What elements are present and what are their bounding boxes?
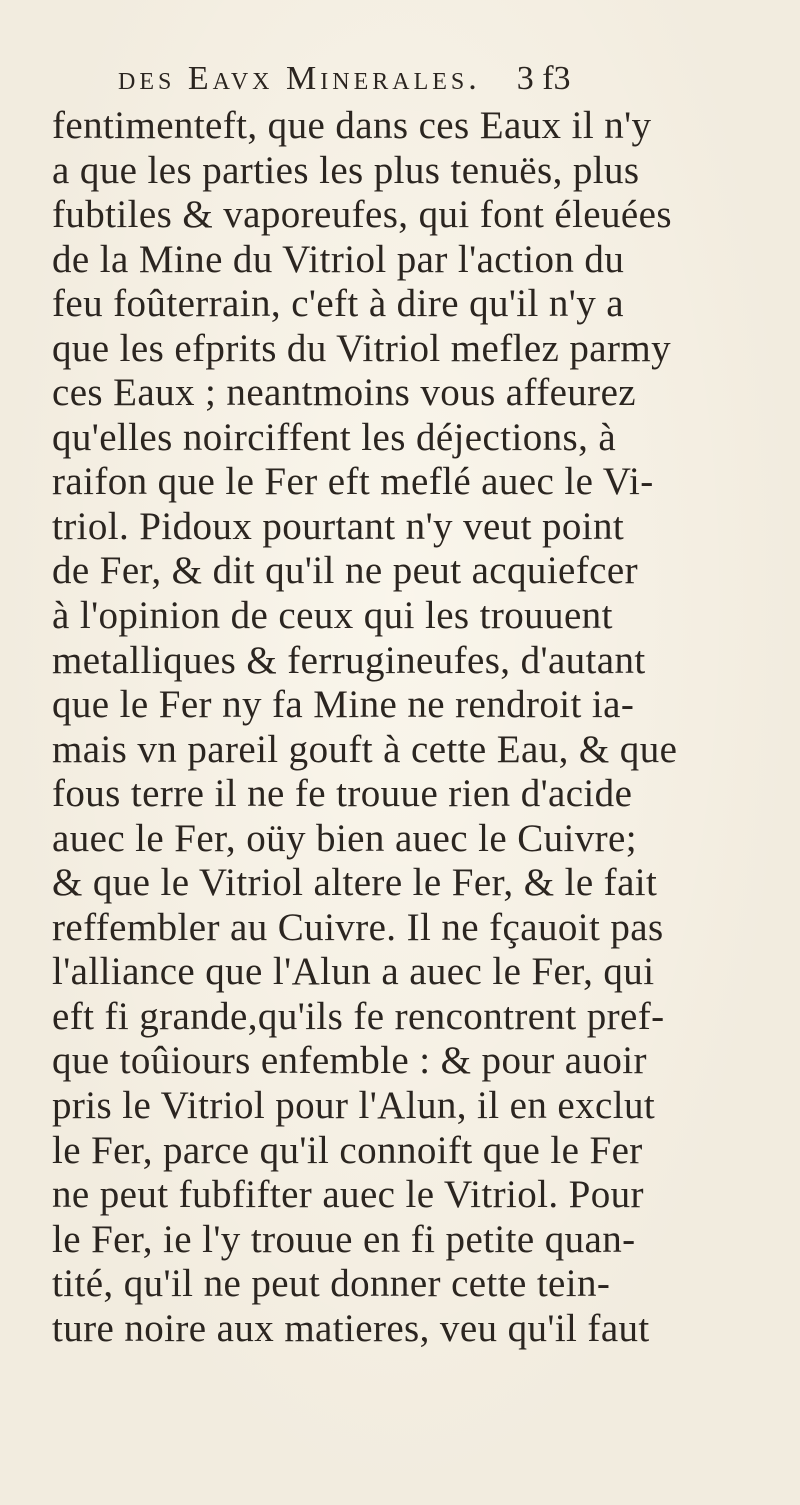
- text-line: reffembler au Cuivre. Il ne fçauoit pas: [52, 905, 664, 949]
- text-line: que le Fer ny fa Mine ne rendroit ia-: [52, 683, 635, 727]
- text-line: fous terre il ne fe trouue rien d'acide: [52, 772, 633, 816]
- text-line: metalliques & ferrugineufes, d'autant: [52, 638, 646, 682]
- text-line: mais vn pareil gouft à cette Eau, & que: [52, 727, 678, 771]
- text-line: triol. Pidoux pourtant n'y veut point: [52, 504, 625, 548]
- text-line: a que les parties les plus tenuës, plus: [52, 148, 640, 192]
- text-line: raifon que le Fer eft meflé auec le Vi-: [52, 460, 654, 504]
- running-title: des Eavx Minerales.: [118, 60, 481, 97]
- text-line: pris le Vitriol pour l'Alun, il en exclut: [52, 1084, 656, 1128]
- text-line: le Fer, parce qu'il connoift que le Fer: [52, 1128, 643, 1172]
- text-line: eft fi grande,qu'ils fe rencontrent pref-: [52, 994, 665, 1038]
- text-line: fubtiles & vaporeufes, qui font éleuées: [52, 193, 672, 237]
- text-line: l'alliance que l'Alun a auec le Fer, qui: [52, 950, 655, 994]
- text-line: ces Eaux ; neantmoins vous affeurez: [52, 371, 636, 415]
- text-line: qu'elles noirciffent les déjections, à: [52, 415, 617, 459]
- text-line: auec le Fer, oüy bien auec le Cuivre;: [52, 816, 638, 860]
- text-line: à l'opinion de ceux qui les trouuent: [52, 594, 613, 638]
- text-line: tité, qu'il ne peut donner cette tein-: [52, 1262, 611, 1306]
- text-line: & que le Vitriol altere le Fer, & le fait: [52, 861, 658, 905]
- text-line: ture noire aux matieres, veu qu'il faut: [52, 1306, 650, 1350]
- body-text: [52, 104, 792, 1351]
- running-head: [118, 60, 760, 106]
- text-line: de Fer, & dit qu'il ne peut acquiefcer: [52, 549, 638, 593]
- text-line: que toûiours enfemble : & pour auoir: [52, 1039, 647, 1083]
- page-number: 3 f3: [516, 60, 571, 97]
- text-line: que les efprits du Vitriol meflez parmy: [52, 326, 672, 370]
- text-line: le Fer, ie l'y trouue en fi petite quan-: [52, 1217, 636, 1261]
- text-line: feu foûterrain, c'eft à dire qu'il n'y a: [52, 282, 624, 326]
- text-line: ne peut fubfifter auec le Vitriol. Pour: [52, 1173, 644, 1217]
- text-line: de la Mine du Vitriol par l'action du: [52, 237, 625, 281]
- text-line: fentimenteft, que dans ces Eaux il n'y: [52, 104, 652, 147]
